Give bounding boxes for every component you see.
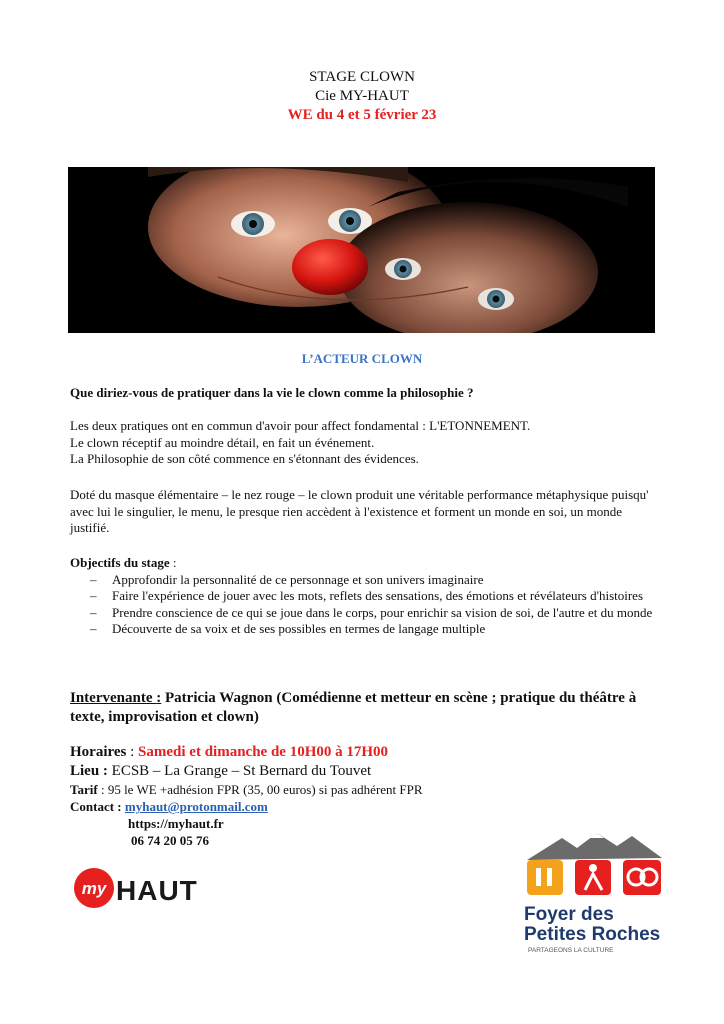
page-header xyxy=(0,68,724,125)
objectives-block xyxy=(70,555,660,638)
objectives-label: Objectifs du stage xyxy=(70,555,170,570)
list-item: – Découverte de sa voix et de ses possibles en termes de langage multiple xyxy=(70,621,660,638)
myhaut-logo-haut: HAUT xyxy=(116,875,198,906)
header-dates: WE du 4 et 5 février 23 xyxy=(287,107,437,123)
lieu-line xyxy=(70,762,660,781)
tarif-label: Tarif xyxy=(70,782,98,797)
intervenante-text: Patricia Wagnon (Comédienne et metteur en scène ; pratique du théâtre à texte, improvisation et clown) xyxy=(70,690,637,725)
lieu-value: ECSB – La Grange – St Bernard du Touvet xyxy=(107,763,372,779)
myhaut-logo-my: my xyxy=(81,879,107,898)
paragraph-line: La Philosophie de son côté commence en s'étonnant des évidences. xyxy=(70,451,419,466)
tarif-line xyxy=(70,781,660,798)
paragraph-line: Les deux pratiques ont en commun d'avoir pour affect fondamental : L'ETONNEMENT. xyxy=(70,418,531,433)
clown-faces-image xyxy=(68,167,655,333)
intro-question: Que diriez-vous de pratiquer dans la vie le clown comme la philosophie ? xyxy=(70,385,474,400)
paragraph-etonnement xyxy=(70,418,660,468)
lieu-label: Lieu : xyxy=(70,763,108,779)
contact-line xyxy=(70,798,660,815)
header-title: STAGE CLOWN xyxy=(309,69,415,85)
foyer-logo-tagline: PARTAGEONS LA CULTURE xyxy=(528,947,614,954)
contact-email-link[interactable]: myhaut@protonmail.com xyxy=(124,799,268,814)
header-company: Cie MY-HAUT xyxy=(315,88,409,104)
paragraph-line: Le clown réceptif au moindre détail, en fait un événement. xyxy=(70,434,375,450)
list-item: – Faire l'expérience de jouer avec les mots, reflets des sensations, des émotions et révélateurs d'histoires xyxy=(70,588,660,605)
foyer-logo-line1: Foyer des xyxy=(524,904,614,925)
section-title: L’ACTEUR CLOWN xyxy=(301,351,423,366)
paragraph-masque: Doté du masque élémentaire – le nez rouge – le clown produit une véritable performance métaphysique puisqu' avec lui le singulier, le menu, le presque rien accèdent à l'existence et forment un monde en soi, un monde justifié. xyxy=(70,487,649,535)
list-item: – Approfondir la personnalité de ce personnage et son univers imaginaire xyxy=(70,572,660,589)
objectives-list xyxy=(70,572,660,638)
foyer-logo-line2: Petites Roches xyxy=(524,924,661,945)
horaires-label: Horaires xyxy=(70,744,127,760)
phone-text: 06 74 20 05 76 xyxy=(131,833,209,848)
objectives-suffix: : xyxy=(169,555,177,570)
tarif-value: : 95 le WE +adhésion FPR (35, 00 euros) si pas adhérent FPR xyxy=(97,782,423,797)
contact-label: Contact : xyxy=(70,799,125,814)
website-text: https://myhaut.fr xyxy=(128,816,224,831)
objectives-heading xyxy=(70,555,660,572)
horaires-line: Horaires : Samedi et dimanche de 10H00 à 17H00 xyxy=(70,744,389,760)
myhaut-logo xyxy=(72,866,204,910)
list-item: – Prendre conscience de ce qui se joue dans le corps, pour enrichir sa vision de soi, de l'autre et du monde xyxy=(70,605,660,622)
foyer-petites-roches-logo xyxy=(522,830,672,955)
intervenante-label: Intervenante : xyxy=(70,690,162,706)
clown-photo xyxy=(68,167,655,333)
horaires-value: Samedi et dimanche de 10H00 à 17H00 xyxy=(138,744,389,760)
intervenante-block xyxy=(70,689,660,727)
